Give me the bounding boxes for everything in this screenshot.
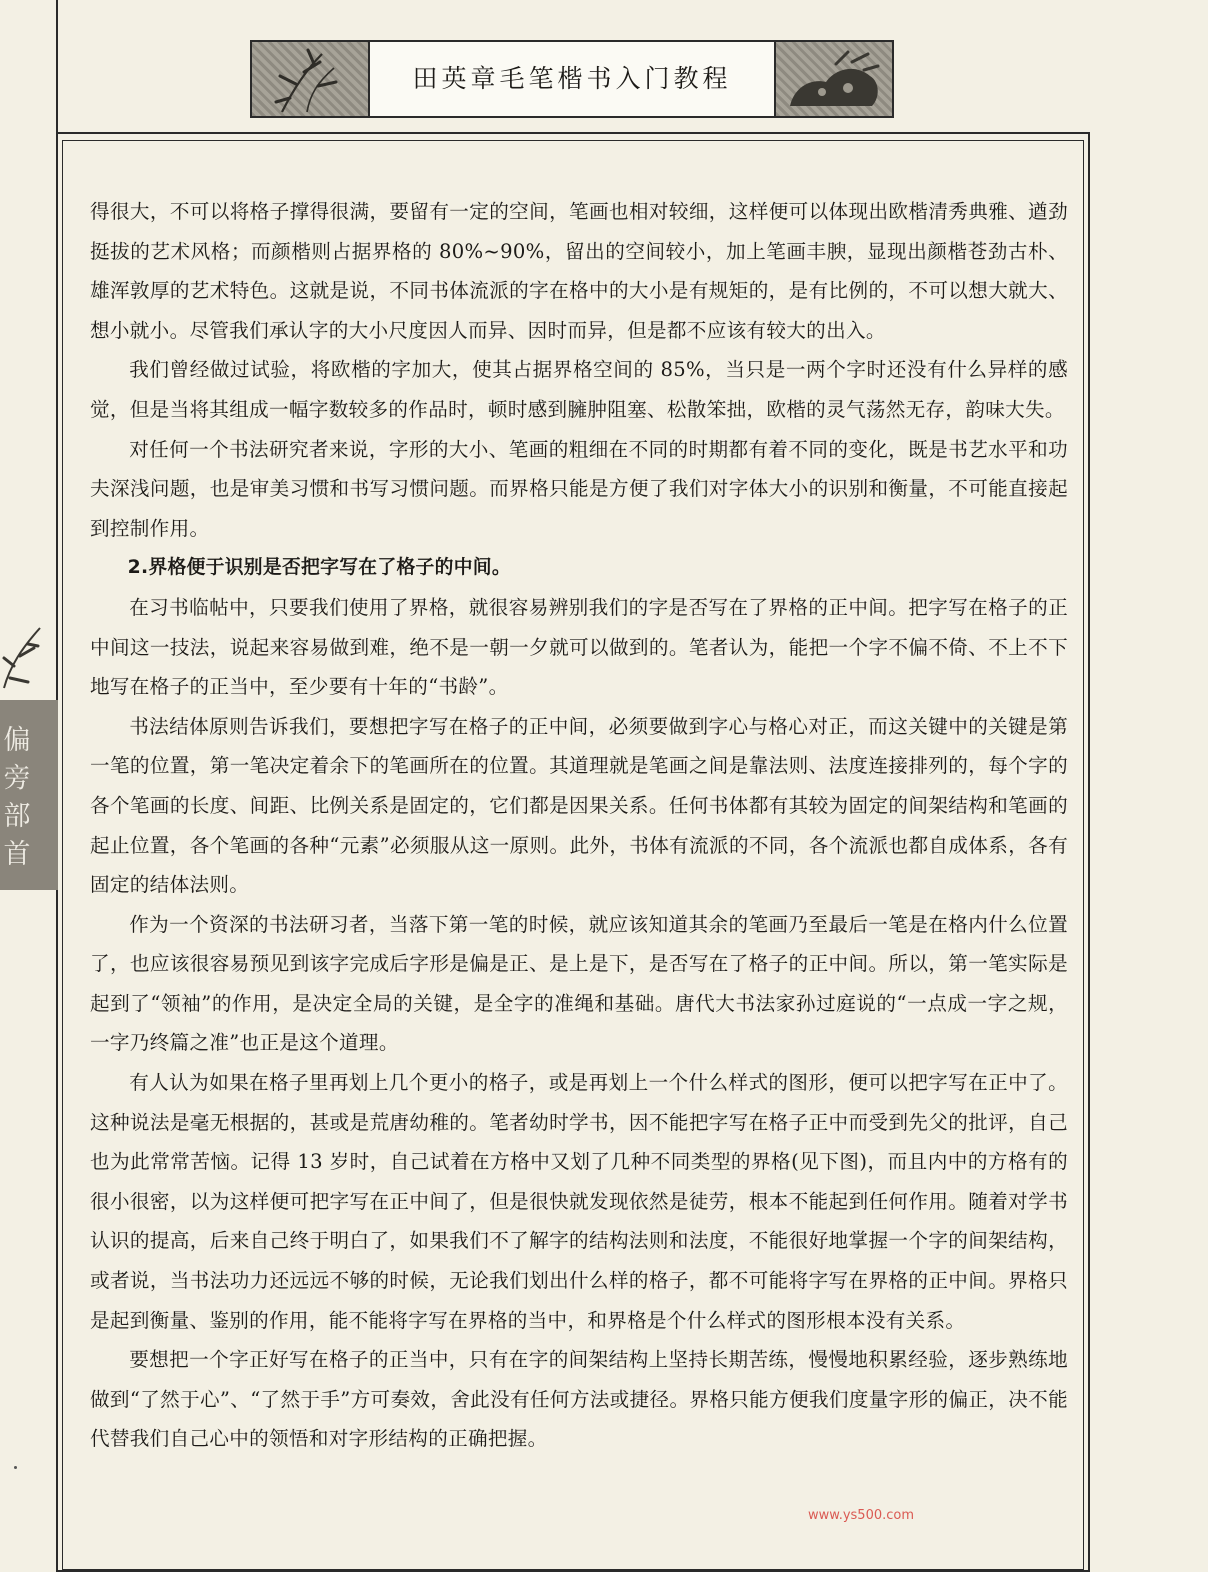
paragraph: 书法结体原则告诉我们，要想把字写在格子的正中间，必须要做到字心与格心对正，而这关键中的关键是第一笔的位置，第一笔决定着余下的笔画所在的位置。其道理就是笔画之间是靠法则、法度连接排列的，每个字的各个笔画的长度、间距、比例关系是固定的，它们都是因果关系。任何书体都有其较为固定的间架结构和笔画的起止位置，各个笔画的各种“元素”必须服从这一原则。此外，书体有流派的不同，各个流派也都自成体系，各有固定的结体法则。	[90, 714, 1068, 897]
side-tab-char: 部	[3, 801, 31, 832]
side-ornament-icon	[0, 622, 46, 696]
section-side-tab-label	[2, 722, 32, 874]
rock-illustration-icon	[774, 42, 892, 116]
paragraph: 有人认为如果在格子里再划上几个更小的格子，或是再划上一个什么样式的图形，便可以把字写在正中了。这种说法是毫无根据的，甚或是荒唐幼稚的。笔者幼时学书，因不能把字写在格子正中而受到先父的批评，自己也为此常常苦恼。记得 13 岁时，自己试着在方格中又划了几种不同类型的界格(见下图)，而且内中的方格有的很小很密，以为这样便可把字写在正中间了，但是很快就发现依然是徒劳，根本不能起到任何作用。随着对学书认识的提高，后来自己终于明白了，如果我们不了解字的结构法则和法度，不能很好地掌握一个字的间架结构，或者说，当书法功力还远远不够的时候，无论我们划出什么样的格子，都不可能将字写在界格的正中间。界格只是起到衡量、鉴别的作用，能不能将字写在界格的当中，和界格是个什么样式的图形根本没有关系。	[90, 1071, 1068, 1332]
page-margin-rule	[56, 0, 58, 140]
side-tab-char: 旁	[3, 763, 31, 794]
paragraph: 我们曾经做过试验，将欧楷的字加大，使其占据界格空间的 85%，当只是一两个字时还没有什么异样的感觉，但是当将其组成一幅字数较多的作品时，顿时感到臃肿阻塞、松散笨拙，欧楷的灵气荡然无存，韵味大失。	[90, 358, 1068, 421]
scan-speck	[14, 1466, 17, 1469]
header-banner	[250, 40, 894, 118]
paragraph: 对任何一个书法研究者来说，字形的大小、笔画的粗细在不同的时期都有着不同的变化，既是书艺水平和功夫深浅问题，也是审美习惯和书写习惯问题。而界格只能是方便了我们对字体大小的识别和衡量，不可能直接起到控制作用。	[90, 437, 1068, 540]
book-title: 田英章毛笔楷书入门教程	[412, 64, 732, 93]
side-tab-char: 偏	[3, 725, 31, 756]
paragraph: 要想把一个字正好写在格子的正当中，只有在字的间架结构上坚持长期苦练，慢慢地积累经验，逐步熟练地做到“了然于心”、“了然于手”方可奏效，舍此没有任何方法或捷径。界格只能方便我们度量字形的偏正，决不能代替我们自己心中的领悟和对字形结构的正确把握。	[90, 1348, 1068, 1451]
paragraph: 在习书临帖中，只要我们使用了界格，就很容易辨别我们的字是否写在了界格的正中间。把字写在格子的正中间这一技法，说起来容易做到难，绝不是一朝一夕就可以做到的。笔者认为，能把一个字不偏不倚、不上不下地写在格子的正当中，至少要有十年的“书龄”。	[90, 595, 1068, 699]
paragraph: 得很大，不可以将格子撑得很满，要留有一定的空间，笔画也相对较细，这样便可以体现出欧楷清秀典雅、遒劲挺拔的艺术风格；而颜楷则占据界格的 80%~90%，留出的空间较小，加上笔画丰腴，显现出颜楷苍劲古朴、雄浑敦厚的艺术特色。这就是说，不同书体流派的字在格中的大小是有规矩的，是有比例的，不可以想大就大、想小就小。尽管我们承认字的大小尺度因人而异、因时而异，但是都不应该有较大的出入。	[90, 200, 1068, 342]
bamboo-illustration-icon	[252, 42, 370, 116]
section-side-tab	[0, 700, 58, 890]
side-tab-char: 首	[3, 839, 31, 870]
paragraph: 作为一个资深的书法研习者，当落下第一笔的时候，就应该知道其余的笔画乃至最后一笔是在格内什么位置了，也应该很容易预见到该字完成后字形是偏是正、是上是下，是否写在了格子的正中间。所以，第一笔实际是起到了“领袖”的作用，是决定全局的关键，是全字的准绳和基础。唐代大书法家孙过庭说的“一点成一字之规，一字乃终篇之准”也正是这个道理。	[90, 912, 1068, 1055]
body-text	[90, 192, 1068, 1459]
site-watermark: www.ys500.com	[808, 1508, 915, 1523]
section-heading: 2.界格便于识别是否把字写在了格子的中间。	[127, 557, 511, 579]
